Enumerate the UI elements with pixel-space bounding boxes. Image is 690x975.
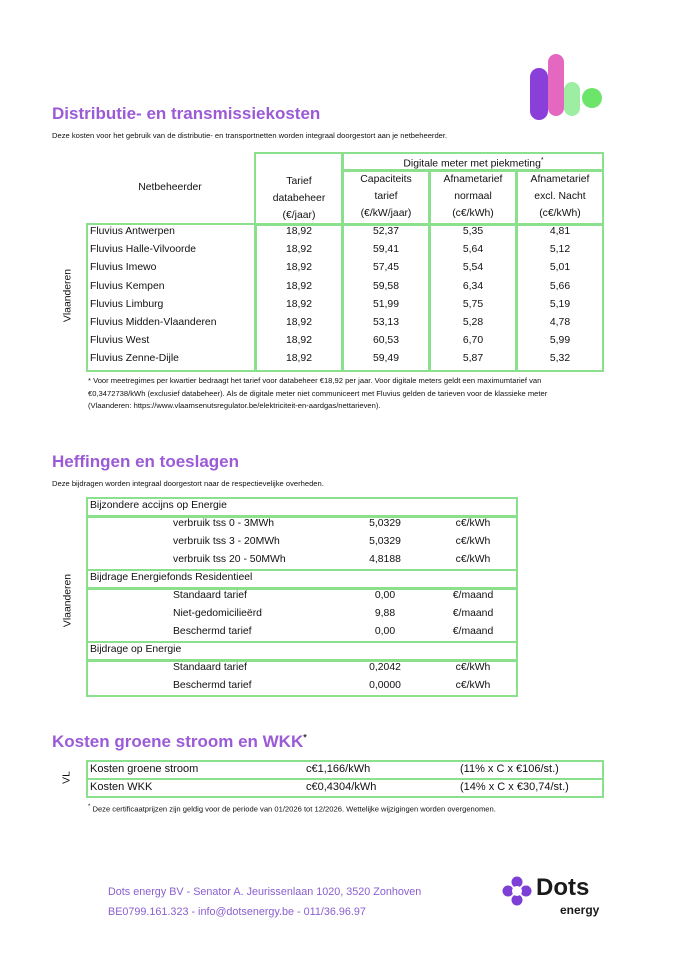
bar-lightgreen xyxy=(564,82,580,116)
header-netbeheerder: Netbeheerder xyxy=(138,182,202,193)
region-label-vlaanderen: Vlaanderen xyxy=(62,268,74,323)
capaciteit-value: 59,58 xyxy=(372,280,399,292)
netbeheerder-name: Fluvius West xyxy=(90,335,150,347)
levy-item-value: 0,0000 xyxy=(369,680,401,691)
capaciteit-value: 59,41 xyxy=(372,244,399,256)
netbeheerder-name: Fluvius Imewo xyxy=(90,262,157,274)
dots-wordmark: Dots xyxy=(536,874,590,901)
levy-item-value: 0,2042 xyxy=(369,662,401,673)
header-digitale-meter-label: Digitale meter met piekmeting xyxy=(403,158,541,170)
capaciteit-value: 57,45 xyxy=(372,262,399,274)
tarief-value: 18,92 xyxy=(285,317,312,328)
levy-item-value: 9,88 xyxy=(374,608,396,619)
region-label-vl: VL xyxy=(61,771,73,784)
tarief-value: 18,92 xyxy=(285,226,312,237)
header-tarief-line2: databeheer xyxy=(272,193,326,204)
levy-item-unit: c€/kWh xyxy=(455,680,491,691)
levy-item-unit: c€/kWh xyxy=(455,536,491,547)
green-power-value: c€0,4304/kWh xyxy=(306,781,377,793)
afname-excl-nacht-value: 5,12 xyxy=(549,244,571,256)
header-digitale-meter xyxy=(343,152,604,172)
dots-flower-icon xyxy=(502,876,532,906)
netbeheerder-name: Fluvius Halle-Vilvoorde xyxy=(90,244,197,256)
afname-normaal-value: 5,64 xyxy=(462,244,484,256)
levy-item-name: Beschermd tarief xyxy=(173,626,252,637)
levy-item-name: verbruik tss 3 - 20MWh xyxy=(173,536,280,547)
capaciteit-value: 60,53 xyxy=(372,335,399,347)
levy-item-unit: c€/kWh xyxy=(455,662,491,673)
capaciteit-value: 53,13 xyxy=(372,317,399,328)
divider xyxy=(86,778,604,781)
levy-item-name: Beschermd tarief xyxy=(173,680,252,691)
header-afn-line1: Afnametarief xyxy=(443,174,503,185)
header-afname-normaal xyxy=(430,171,516,222)
tarief-value: 18,92 xyxy=(285,353,312,365)
tarief-value: 18,92 xyxy=(285,280,312,292)
levy-item-name: Niet-gedomicilieërd xyxy=(173,608,262,619)
netbeheerder-name: Fluvius Antwerpen xyxy=(90,226,175,237)
header-cap-line3: (€/kW/jaar) xyxy=(360,208,412,219)
dots-subword: energy xyxy=(560,903,600,917)
section3-title xyxy=(52,732,307,752)
section1-intro: Deze kosten voor het gebruik van de distributie- en transportnetten worden integraal doorgestort aan je netbeheerder. xyxy=(52,131,448,140)
section1-footnote: * Voor meetregimes per kwartier bedraagt het tarief voor databeheer €18,92 per jaar. Voor digitale meters geldt een maximumtarief van €0,3472738/kWh (exclusief databeheer). Als de digitale meter niet communiceert met Fluvius gelden de tarieven voor de klassieke meter (Vlaanderen: https://www.vlaamsenutsregulator.be/elektriciteit-en-aardgas/nettarieven). xyxy=(88,376,548,411)
levy-item-name: verbruik tss 20 - 50MWh xyxy=(173,554,286,565)
levy-item-value: 5,0329 xyxy=(369,536,401,547)
capaciteit-value: 59,49 xyxy=(372,353,399,365)
levy-item-name: Standaard tarief xyxy=(173,662,247,673)
tarief-value: 18,92 xyxy=(285,335,312,347)
header-digitale-meter-mark: * xyxy=(540,157,544,164)
capaciteit-value: 51,99 xyxy=(372,298,399,310)
section2-intro: Deze bijdragen worden integraal doorgestort naar de respectievelijke overheden. xyxy=(52,479,324,488)
afname-normaal-value: 6,70 xyxy=(462,335,484,347)
afname-normaal-value: 6,34 xyxy=(462,280,484,292)
afname-excl-nacht-value: 4,81 xyxy=(549,226,571,237)
header-cap-line1: Capaciteits xyxy=(360,174,412,185)
tarief-value: 18,92 xyxy=(285,244,312,256)
tarief-value: 18,92 xyxy=(285,298,312,310)
brand-bars-logo xyxy=(526,52,606,122)
afname-excl-nacht-value: 5,19 xyxy=(549,298,571,310)
levy-item-unit: €/maand xyxy=(452,608,494,619)
header-afname-excl-nacht xyxy=(517,171,603,222)
afname-excl-nacht-value: 5,32 xyxy=(549,353,571,365)
afname-normaal-value: 5,35 xyxy=(462,226,484,237)
levy-item-unit: c€/kWh xyxy=(455,518,491,529)
dot-green xyxy=(582,88,602,108)
section2-title: Heffingen en toeslagen xyxy=(52,452,240,471)
bar-pink xyxy=(548,54,564,116)
dots-energy-logo xyxy=(502,876,612,918)
levy-item-unit: c€/kWh xyxy=(455,554,491,565)
netbeheerder-name: Fluvius Limburg xyxy=(90,298,164,310)
footer-address: Dots energy BV - Senator A. Jeurissenlaan 1020, 3520 Zonhoven xyxy=(108,886,422,898)
footer-contact: BE0799.161.323 - info@dotsenergy.be - 011/36.96.97 xyxy=(108,906,366,918)
header-afn-line2: normaal xyxy=(454,191,492,202)
header-afn-line3: (c€/kWh) xyxy=(452,208,494,219)
netbeheerder-name: Fluvius Midden-Vlaanderen xyxy=(90,317,217,328)
section1-title: Distributie- en transmissiekosten xyxy=(52,104,321,123)
header-tarief-line3: (€/jaar) xyxy=(282,210,316,221)
header-cap-line2: tarief xyxy=(374,191,398,202)
header-afx-line3: (c€/kWh) xyxy=(539,208,581,219)
levy-item-value: 0,00 xyxy=(374,626,396,637)
levy-item-unit: €/maand xyxy=(452,590,494,601)
region-label-vlaanderen-2: Vlaanderen xyxy=(62,573,74,628)
green-power-name: Kosten WKK xyxy=(90,781,153,793)
section3-footnote-text: Deze certificaatprijzen zijn geldig voor de periode van 01/2026 tot 12/2026. Wettelijke wijzigingen worden overgenomen. xyxy=(90,804,496,814)
netbeheerder-name: Fluvius Zenne-Dijle xyxy=(90,353,179,365)
capaciteit-value: 52,37 xyxy=(372,226,399,237)
header-tarief-line1: Tarief xyxy=(286,176,312,187)
green-power-name: Kosten groene stroom xyxy=(90,763,199,775)
levy-item-unit: €/maand xyxy=(452,626,494,637)
afname-excl-nacht-value: 5,99 xyxy=(549,335,571,347)
afname-excl-nacht-value: 5,66 xyxy=(549,280,571,292)
section3-footnote-mark: * xyxy=(88,804,91,810)
header-afx-line1: Afnametarief xyxy=(530,174,590,185)
bar-purple xyxy=(530,68,548,120)
levy-item-value: 0,00 xyxy=(374,590,396,601)
afname-excl-nacht-value: 5,01 xyxy=(549,262,571,274)
levy-item-value: 5,0329 xyxy=(369,518,401,529)
green-power-formula: (14% x C x €30,74/st.) xyxy=(460,781,569,793)
levy-group-label: Bijdrage op Energie xyxy=(90,644,182,655)
header-afx-line2: excl. Nacht xyxy=(534,191,586,202)
levy-item-name: Standaard tarief xyxy=(173,590,247,601)
afname-excl-nacht-value: 4,78 xyxy=(549,317,571,328)
green-power-value: c€1,166/kWh xyxy=(306,763,371,775)
netbeheerder-name: Fluvius Kempen xyxy=(90,280,165,292)
afname-normaal-value: 5,87 xyxy=(462,353,484,365)
green-power-formula: (11% x C x €106/st.) xyxy=(460,763,559,775)
afname-normaal-value: 5,28 xyxy=(462,317,484,328)
header-capaciteit xyxy=(343,171,429,222)
section3-title-text: Kosten groene stroom en WKK xyxy=(52,732,304,751)
levy-group-label: Bijzondere accijns op Energie xyxy=(90,500,227,511)
header-tarief xyxy=(256,173,342,224)
afname-normaal-value: 5,54 xyxy=(462,262,484,274)
tarief-value: 18,92 xyxy=(285,262,312,274)
levy-group-label: Bijdrage Energiefonds Residentieel xyxy=(90,572,253,583)
afname-normaal-value: 5,75 xyxy=(462,298,484,310)
levy-item-name: verbruik tss 0 - 3MWh xyxy=(173,518,275,529)
levy-item-value: 4,8188 xyxy=(369,554,401,565)
section3-title-mark: * xyxy=(303,732,307,743)
section3-footnote xyxy=(88,801,558,816)
